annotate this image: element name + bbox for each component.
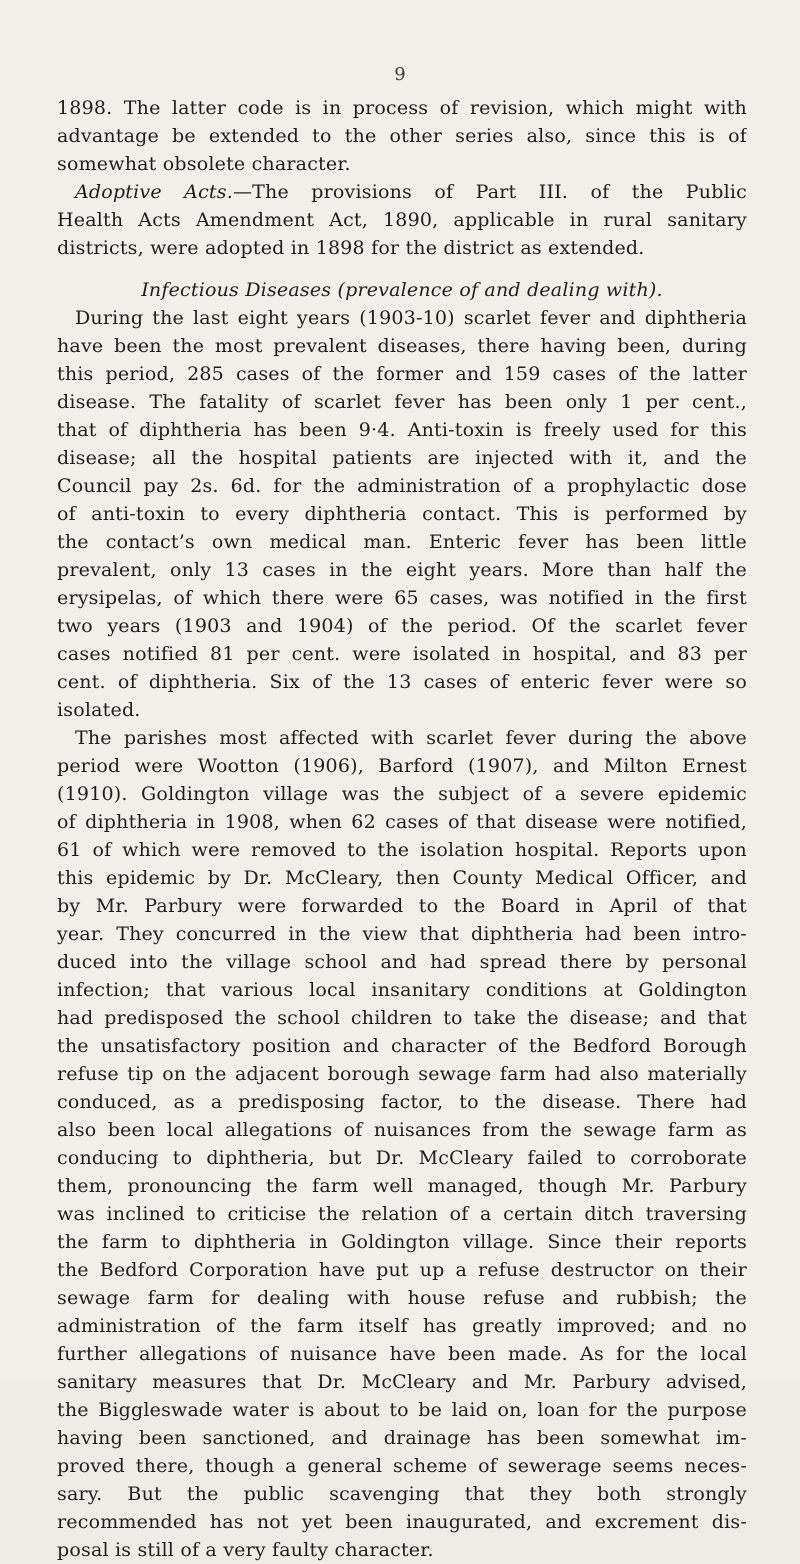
section-heading-main: Infectious Diseases — [141, 279, 332, 301]
text-line: having been sanctioned, and drainage has been somewhat im- — [57, 1427, 747, 1449]
text-line — [57, 178, 747, 206]
text-line: cases notified 81 per cent. were isolated in hospital, and 83 per — [57, 643, 747, 665]
paragraph-diseases — [57, 304, 747, 724]
text-line: of diphtheria in 1908, when 62 cases of that disease were notified, — [57, 811, 747, 833]
text-line: the Bedford Corporation have put up a refuse destructor on their — [57, 1259, 747, 1281]
text-line: this period, 285 cases of the former and 159 cases of the latter — [57, 363, 747, 385]
text-line: have been the most prevalent diseases, there having been, during — [57, 335, 747, 357]
text-line: administration of the farm itself has greatly improved; and no — [57, 1315, 747, 1337]
paragraph-parishes — [57, 724, 747, 1564]
text-line: further allegations of nuisance have been made. As for the local — [57, 1343, 747, 1365]
text-line: prevalent, only 13 cases in the eight years. More than half the — [57, 559, 747, 581]
text-line: sewage farm for dealing with house refuse and rubbish; the — [57, 1287, 747, 1309]
text-line: the contact’s own medical man. Enteric fever has been little — [57, 531, 747, 553]
spacer — [57, 262, 747, 276]
text-line: During the last eight years (1903-10) scarlet fever and diphtheria — [75, 307, 747, 329]
text-line: refuse tip on the adjacent borough sewage farm had also materially — [57, 1063, 747, 1085]
text-line: (1910). Goldington village was the subject of a severe epidemic — [57, 783, 747, 805]
text-line: 61 of which were removed to the isolation hospital. Reports upon — [57, 839, 747, 861]
text-line: by Mr. Parbury were forwarded to the Board in April of that — [57, 895, 747, 917]
text-line: the Biggleswade water is about to be laid on, loan for the purpose — [57, 1399, 747, 1421]
text-line: disease; all the hospital patients are injected with it, and the — [57, 447, 747, 469]
section-heading-sub: (prevalence of and dealing with). — [337, 279, 663, 301]
text-line: period were Wootton (1906), Barford (1907), and Milton Ernest — [57, 755, 747, 777]
text-line: the farm to diphtheria in Goldington village. Since their reports — [57, 1231, 747, 1253]
text-line: cent. of diphtheria. Six of the 13 cases of enteric fever were so — [57, 671, 747, 693]
body-text — [57, 94, 747, 1564]
text-line: them, pronouncing the farm well managed, though Mr. Parbury — [57, 1175, 747, 1197]
page-number: 9 — [394, 64, 406, 85]
text-line: advantage be extended to the other series also, since this is of — [57, 125, 747, 147]
text-line: recommended has not yet been inaugurated, and excrement dis- — [57, 1511, 747, 1533]
text-line: was inclined to criticise the relation of a certain ditch traversing — [57, 1203, 747, 1225]
section-heading — [57, 276, 747, 304]
paragraph-adoptive-acts — [57, 178, 747, 262]
text-line: also been local allegations of nuisances from the sewage farm as — [57, 1119, 747, 1141]
text-line: infection; that various local insanitary conditions at Goldington — [57, 979, 747, 1001]
text-line: year. They concurred in the view that diphtheria had been intro- — [57, 923, 747, 945]
text-line: posal is still of a very faulty character. — [57, 1539, 434, 1561]
text-line: Council pay 2s. 6d. for the administration of a prophylactic dose — [57, 475, 747, 497]
text-line: that of diphtheria has been 9·4. Anti-toxin is freely used for this — [57, 419, 747, 441]
text-line: sanitary measures that Dr. McCleary and Mr. Parbury advised, — [57, 1371, 747, 1393]
text-line: Health Acts Amendment Act, 1890, applicable in rural sanitary — [57, 209, 747, 231]
text-line: the unsatisfactory position and character of the Bedford Borough — [57, 1035, 747, 1057]
paragraph-intro — [57, 94, 747, 178]
text-line: two years (1903 and 1904) of the period. Of the scarlet fever — [57, 615, 747, 637]
text-line: this epidemic by Dr. McCleary, then County Medical Officer, and — [57, 867, 747, 889]
text-line: conduced, as a predisposing factor, to the disease. There had — [57, 1091, 747, 1113]
adoptive-acts-text: —The provisions of Part III. of the Public — [232, 181, 747, 203]
text-line: disease. The fatality of scarlet fever has been only 1 per cent., — [57, 391, 747, 413]
adoptive-acts-heading: Adoptive Acts. — [75, 181, 233, 203]
text-line: sary. But the public scavenging that they both strongly — [57, 1483, 747, 1505]
text-line: conducing to diphtheria, but Dr. McCleary failed to corroborate — [57, 1147, 747, 1169]
text-line: isolated. — [57, 699, 141, 721]
text-line: erysipelas, of which there were 65 cases, was notified in the first — [57, 587, 747, 609]
text-line: The parishes most affected with scarlet fever during the above — [75, 727, 747, 749]
text-line: proved there, though a general scheme of sewerage seems neces- — [57, 1455, 747, 1477]
text-line: somewhat obsolete character. — [57, 153, 351, 175]
text-line: of anti-toxin to every diphtheria contact. This is performed by — [57, 503, 747, 525]
text-line: duced into the village school and had spread there by personal — [57, 951, 747, 973]
text-line: had predisposed the school children to take the disease; and that — [57, 1007, 747, 1029]
text-line: districts, were adopted in 1898 for the district as extended. — [57, 237, 645, 259]
text-line: 1898. The latter code is in process of revision, which might with — [57, 97, 747, 119]
